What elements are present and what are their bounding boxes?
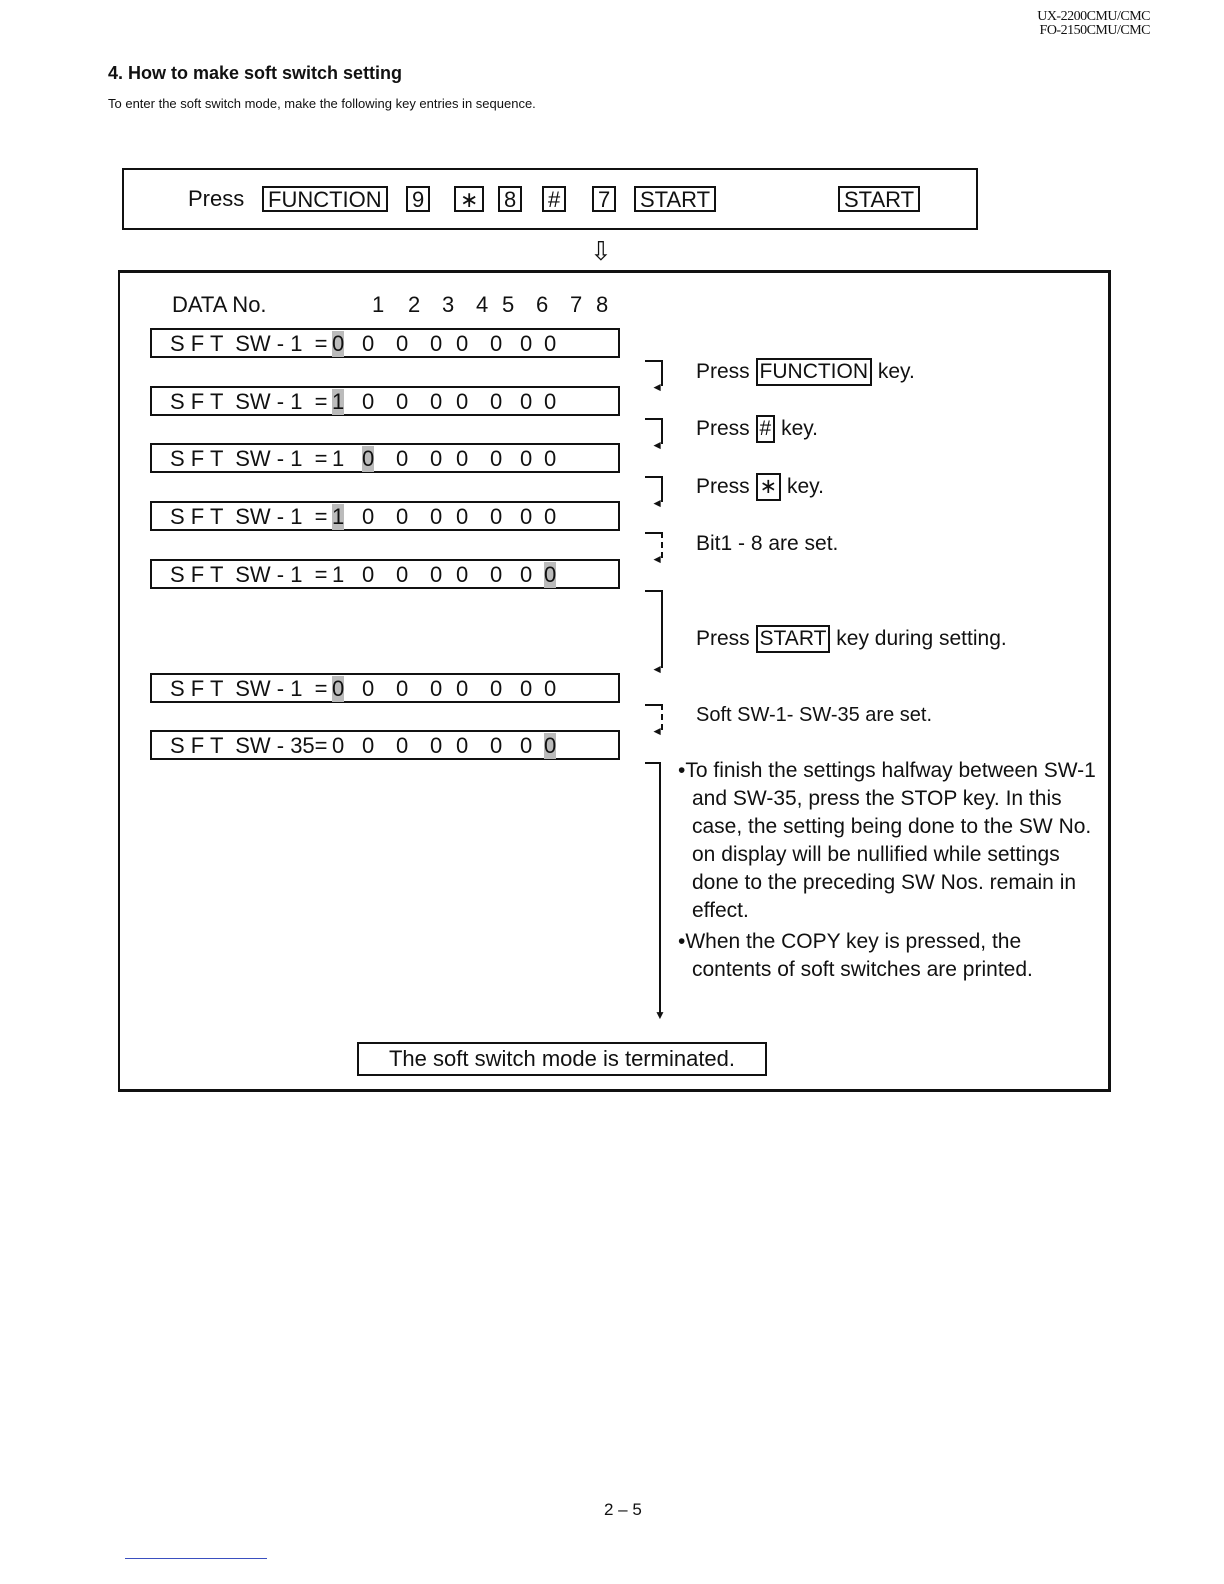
asterisk-key: ∗ [454, 186, 484, 212]
bit-value: 0 [332, 331, 345, 356]
intro-text: To enter the soft switch mode, make the following key entries in sequence. [108, 96, 536, 111]
press-label: Press [188, 186, 245, 211]
bit-value: 0 [520, 389, 533, 414]
bit-value: 0 [430, 562, 443, 587]
bit-value: 0 [362, 446, 375, 471]
bit-value: 0 [396, 562, 409, 587]
data-no-label: DATA No. [172, 292, 267, 317]
bit-number-5: 5 [502, 292, 515, 317]
key-9: 9 [406, 186, 430, 212]
bit-value: 0 [490, 733, 503, 758]
switch-label: S F T SW - 1 = [170, 389, 328, 414]
terminated-box: The soft switch mode is terminated. [357, 1042, 767, 1076]
bit-value: 0 [490, 562, 503, 587]
bit-value: 0 [362, 331, 375, 356]
key-7: 7 [592, 186, 616, 212]
start-key: START [634, 186, 716, 212]
flow-arrow: ◄ [645, 590, 663, 668]
bit-value: 0 [332, 733, 345, 758]
model-line-2: FO-2150CMU/CMC [1039, 23, 1150, 38]
bit-value: 0 [396, 331, 409, 356]
bit-value: 0 [430, 331, 443, 356]
bit-value: 0 [362, 562, 375, 587]
bit-value: 0 [490, 446, 503, 471]
note-bullet-stop: •To finish the settings halfway between SW-1 and SW-35, press the STOP key. In this case, the setting being done to the SW No. on display will be nullified while settings done to the preceding SW Nos. remain in effect. [678, 759, 1096, 922]
section-title: 4. How to make soft switch setting [108, 63, 403, 83]
bit-number-4: 4 [476, 292, 489, 317]
bit-value: 0 [456, 446, 469, 471]
switch-display-row [150, 328, 620, 358]
bit-value: 0 [430, 676, 443, 701]
bit-value: 0 [456, 676, 469, 701]
bit-value: 0 [544, 446, 557, 471]
flow-arrow: ◄ [645, 476, 663, 502]
bit-value: 0 [456, 504, 469, 529]
bit-value: 0 [456, 389, 469, 414]
note-bullet-copy: •When the COPY key is pressed, the contents of soft switches are printed. [678, 930, 1033, 981]
bit-value: 0 [520, 504, 533, 529]
bit-value: 0 [490, 331, 503, 356]
model-number [1037, 10, 1150, 38]
down-arrow-icon: ⇩ [590, 236, 612, 266]
note-start-key: Press START key during setting. [696, 625, 1007, 653]
bit-value: 0 [520, 733, 533, 758]
bit-value: 0 [396, 733, 409, 758]
bit-number-6: 6 [536, 292, 549, 317]
bit-value: 0 [456, 733, 469, 758]
bit-value: 0 [490, 389, 503, 414]
switch-display-row [150, 673, 620, 703]
switch-display-row [150, 386, 620, 416]
bit-value: 1 [332, 446, 345, 471]
bit-value: 0 [544, 331, 557, 356]
bit-number-8: 8 [596, 292, 609, 317]
bit-value: 0 [520, 676, 533, 701]
bit-value: 0 [430, 389, 443, 414]
key-8: 8 [498, 186, 522, 212]
flow-arrow: ◄ [645, 418, 663, 444]
bit-value: 0 [520, 446, 533, 471]
switch-label: S F T SW - 1 = [170, 562, 328, 587]
bit-value: 0 [396, 676, 409, 701]
start-key-2: START [838, 186, 920, 212]
note-bits-set: Bit1 - 8 are set. [696, 532, 839, 555]
switch-label: S F T SW - 1 = [170, 504, 328, 529]
bit-value: 1 [332, 562, 345, 587]
bit-value: 0 [544, 389, 557, 414]
hash-key: # [756, 415, 776, 443]
flow-arrow: ◄ [645, 704, 663, 730]
bit-value: 0 [430, 504, 443, 529]
switch-label: S F T SW - 35= [170, 733, 328, 758]
key-sequence-box [122, 168, 978, 230]
switch-display-row [150, 501, 620, 531]
switch-display-row [150, 559, 620, 589]
bit-value: 0 [430, 446, 443, 471]
bit-value: 0 [362, 733, 375, 758]
switch-label: S F T SW - 1 = [170, 446, 328, 471]
flow-line [659, 762, 661, 1014]
switch-display-row [150, 443, 620, 473]
bullet-icon: • [678, 759, 686, 782]
bit-value: 0 [490, 676, 503, 701]
bit-value: 0 [520, 331, 533, 356]
bit-value: 0 [544, 504, 557, 529]
footer-divider [125, 1558, 267, 1559]
function-key: FUNCTION [262, 186, 388, 212]
bit-value: 0 [396, 446, 409, 471]
bit-value: 0 [362, 389, 375, 414]
note-hash-key: Press # key. [696, 415, 818, 443]
bit-value: 0 [396, 504, 409, 529]
bit-value: 0 [332, 676, 345, 701]
note-function-key: Press FUNCTION key. [696, 358, 915, 386]
bit-value: 0 [362, 504, 375, 529]
model-line-1: UX-2200CMU/CMC [1037, 9, 1150, 24]
flow-arrow: ◄ [645, 360, 663, 386]
bit-number-2: 2 [408, 292, 421, 317]
bit-value: 0 [430, 733, 443, 758]
flow-arrow: ◄ [645, 532, 663, 558]
switch-label: S F T SW - 1 = [170, 331, 328, 356]
bit-value: 1 [332, 504, 345, 529]
bit-value: 0 [544, 733, 557, 758]
bit-value: 0 [362, 676, 375, 701]
hash-key: # [542, 186, 566, 212]
down-arrow-icon: ▼ [654, 1008, 666, 1022]
function-key: FUNCTION [756, 358, 873, 386]
page-number: 2 – 5 [604, 1500, 642, 1519]
bit-value: 0 [490, 504, 503, 529]
bit-value: 0 [544, 562, 557, 587]
note-sw-set: Soft SW-1- SW-35 are set. [696, 704, 933, 726]
bit-value: 0 [396, 389, 409, 414]
asterisk-key: ∗ [756, 473, 782, 501]
note-asterisk-key: Press ∗ key. [696, 473, 824, 501]
bit-value: 0 [544, 676, 557, 701]
switch-label: S F T SW - 1 = [170, 676, 328, 701]
start-key: START [756, 625, 831, 653]
bit-value: 1 [332, 389, 345, 414]
bit-number-1: 1 [372, 292, 385, 317]
bit-number-7: 7 [570, 292, 583, 317]
bit-value: 0 [456, 562, 469, 587]
bit-value: 0 [520, 562, 533, 587]
bit-value: 0 [456, 331, 469, 356]
switch-display-row [150, 730, 620, 760]
bullet-icon: • [678, 930, 686, 953]
bit-number-3: 3 [442, 292, 455, 317]
